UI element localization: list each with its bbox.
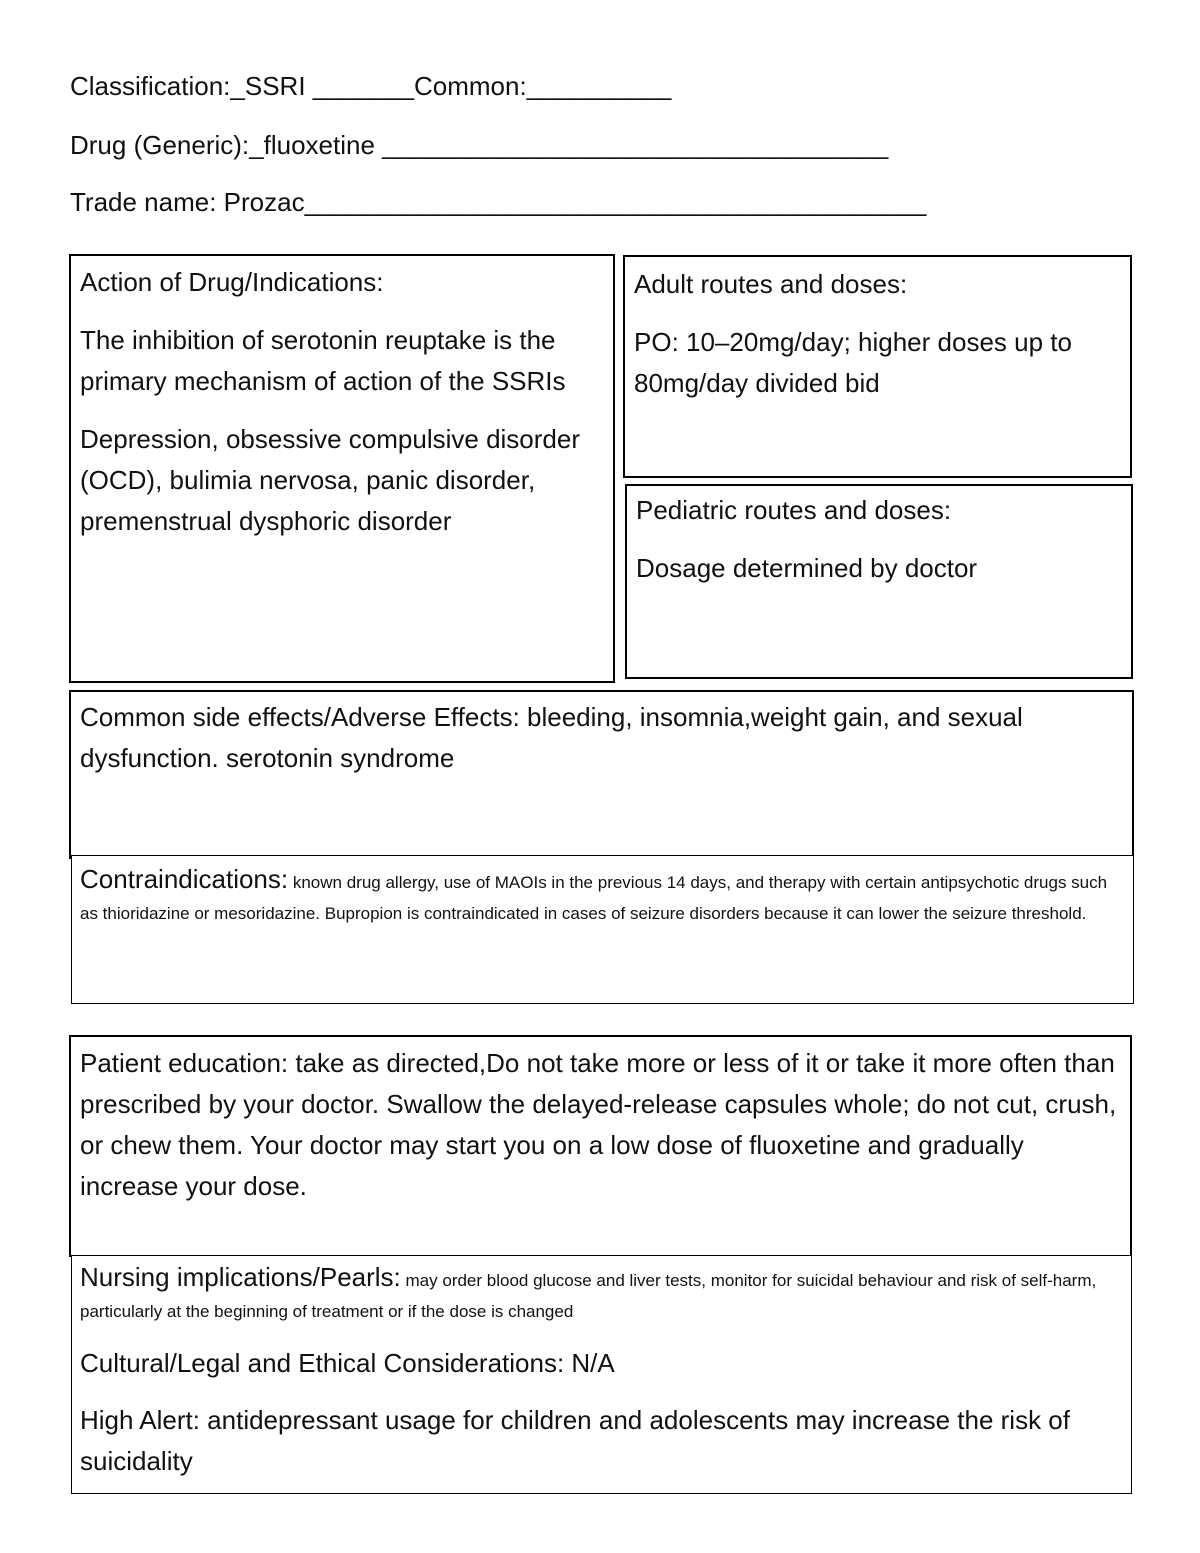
cultural-considerations: Cultural/Legal and Ethical Considerations: N/A bbox=[80, 1348, 615, 1378]
classification-line: Classification:_SSRI _______Common:__________ bbox=[70, 71, 672, 101]
side-effects-box bbox=[69, 690, 1134, 859]
adult-doses-box bbox=[623, 255, 1132, 478]
pediatric-doses-box bbox=[625, 484, 1133, 679]
nursing-text: may order blood glucose and liver tests, monitor for suicidal behaviour and risk of self-harm, particularly at the beginning of treatment or if the dose is changed bbox=[80, 1271, 1097, 1321]
nursing-label: Nursing implications/Pearls: bbox=[80, 1262, 401, 1292]
pediatric-dose: Dosage determined by doctor bbox=[636, 553, 978, 583]
action-indications: Depression, obsessive compulsive disorder (OCD), bulimia nervosa, panic disorder, premenstrual dysphoric disorder bbox=[80, 424, 581, 536]
nursing-box bbox=[71, 1255, 1132, 1494]
drug-generic-line: Drug (Generic):_fluoxetine ___________________________________ bbox=[70, 130, 889, 160]
trade-name-line: Trade name: Prozac___________________________________________ bbox=[70, 187, 927, 217]
adult-dose: PO: 10–20mg/day; higher doses up to 80mg/day divided bid bbox=[634, 327, 1072, 398]
action-indications-box bbox=[69, 254, 615, 683]
action-mechanism: The inhibition of serotonin reuptake is the primary mechanism of action of the SSRIs bbox=[80, 325, 566, 396]
contraindications-label: Contraindications: bbox=[80, 864, 289, 894]
nursing-content bbox=[80, 1262, 1121, 1482]
high-alert: High Alert: antidepressant usage for children and adolescents may increase the risk of suicidality bbox=[80, 1405, 1070, 1476]
action-content bbox=[80, 262, 603, 542]
contraindications-box bbox=[71, 855, 1134, 1004]
contraindications-content bbox=[80, 864, 1123, 929]
pediatric-content bbox=[636, 490, 1121, 589]
patient-education-text: Patient education: take as directed,Do not take more or less of it or take it more often than prescribed by your doctor. Swallow the delayed-release capsules whole; do not cut, crush, or chew them. Your doctor may start you on a low dose of fluoxetine and gradually increase your dose. bbox=[80, 1048, 1117, 1201]
side-effects-text: Common side effects/Adverse Effects: bleeding, insomnia,weight gain, and sexual dysfunction. serotonin syndrome bbox=[80, 702, 1023, 773]
patient-education-box bbox=[69, 1035, 1132, 1257]
contraindications-text: known drug allergy, use of MAOIs in the previous 14 days, and therapy with certain antipsychotic drugs such as thioridazine or mesoridazine. Bupropion is contraindicated in cases of seizure disorders because it can lower the seizure threshold. bbox=[80, 873, 1108, 923]
adult-title: Adult routes and doses: bbox=[634, 269, 908, 299]
action-title: Action of Drug/Indications: bbox=[80, 267, 384, 297]
pediatric-title: Pediatric routes and doses: bbox=[636, 495, 952, 525]
adult-content bbox=[634, 264, 1120, 404]
